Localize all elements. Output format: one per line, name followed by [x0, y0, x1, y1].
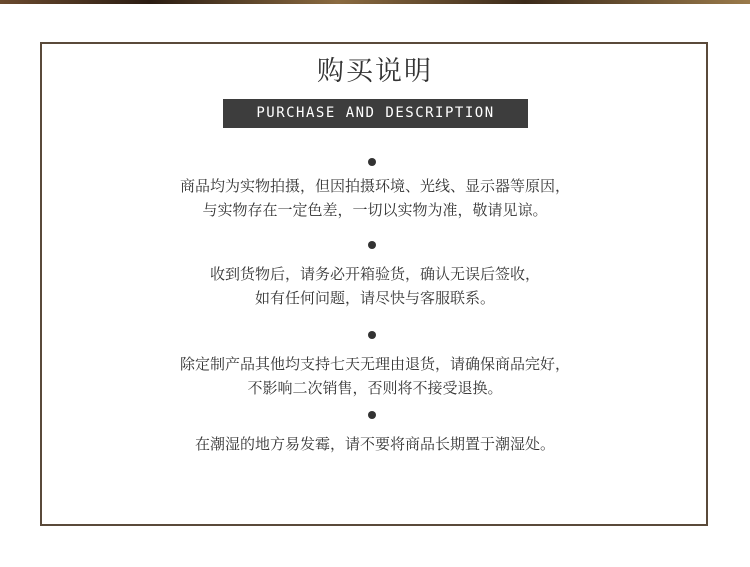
purchase-note-inspection	[0, 262, 750, 310]
bullet-dot-icon	[368, 411, 376, 419]
note-line: 在潮湿的地方易发霉，请不要将商品长期置于潮湿处。	[194, 435, 555, 453]
note-line: 不影响二次销售，否则将不接受退换。	[247, 379, 503, 397]
note-line: 如有任何问题，请尽快与客服联系。	[254, 289, 495, 307]
purchase-note-returns	[0, 352, 750, 400]
note-line: 收到货物后，请务必开箱验货，确认无误后签收，	[209, 265, 540, 283]
bullet-dot-icon	[368, 158, 376, 166]
note-line: 与实物存在一定色差，一切以实物为准，敬请见谅。	[202, 201, 548, 219]
bullet-dot-icon	[368, 241, 376, 249]
top-decorative-strip	[0, 0, 750, 4]
bullet-dot-icon	[368, 331, 376, 339]
note-line: 除定制产品其他均支持七天无理由退货，请确保商品完好，	[179, 355, 570, 373]
page-title: 购买说明	[317, 56, 433, 87]
note-line: 商品均为实物拍摄，但因拍摄环境、光线、显示器等原因，	[179, 177, 570, 195]
purchase-note-color-difference	[0, 174, 750, 222]
subtitle-banner: PURCHASE AND DESCRIPTION	[223, 99, 528, 128]
purchase-note-moisture	[0, 432, 750, 456]
